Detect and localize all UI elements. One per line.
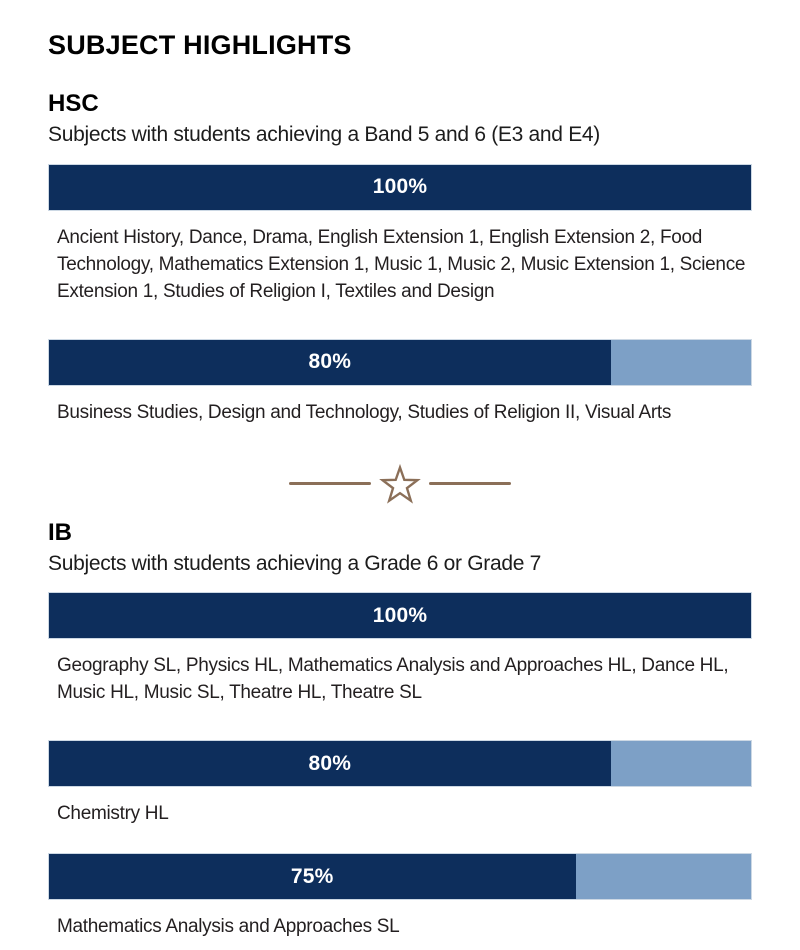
bar-fill bbox=[49, 165, 751, 210]
bar-subjects-list: Business Studies, Design and Technology, Studies of Religion II, Visual Arts bbox=[57, 401, 672, 423]
section-subtitle-hsc: Subjects with students achieving a Band 5 and 6 (E3 and E4) bbox=[48, 123, 600, 147]
section-subtitle-ib: Subjects with students achieving a Grade 6 or Grade 7 bbox=[48, 552, 542, 576]
bar-percent-label: 100% bbox=[372, 603, 428, 627]
bar-track bbox=[48, 339, 752, 386]
bar-subjects-list: Geography SL, Physics HL, Mathematics Analysis and Approaches HL, Dance HL, Music HL, Music SL, Theatre HL, Theatre SL bbox=[57, 655, 729, 704]
section-hsc bbox=[48, 91, 752, 426]
bar-subjects-list: Chemistry HL bbox=[57, 803, 169, 825]
bar-track bbox=[48, 164, 752, 211]
bar-subjects-list: Ancient History, Dance, Drama, English Extension 1, English Extension 2, Food Technology, Mathematics Extension 1, Music 1, Music 2, Music Extension 1, Science Extension 1, Studies of Religion I, Textiles and Design bbox=[57, 226, 746, 302]
bar-fill bbox=[49, 741, 611, 786]
bar-subjects-list: Mathematics Analysis and Approaches SL bbox=[57, 916, 400, 938]
bar-fill bbox=[49, 593, 751, 638]
bar-row-ib-100 bbox=[48, 592, 752, 706]
bar-row-hsc-80 bbox=[48, 339, 752, 426]
bar-percent-label: 80% bbox=[308, 751, 352, 775]
divider-line-right bbox=[429, 482, 511, 485]
star-icon bbox=[378, 462, 422, 506]
bar-fill bbox=[49, 854, 576, 899]
bar-percent-label: 100% bbox=[372, 175, 428, 199]
section-heading-ib: IB bbox=[48, 518, 72, 546]
section-heading-hsc: HSC bbox=[48, 90, 99, 117]
bar-row-ib-75 bbox=[48, 853, 752, 940]
bar-percent-label: 80% bbox=[308, 350, 352, 374]
bar-fill bbox=[49, 340, 611, 385]
bar-track bbox=[48, 740, 752, 787]
bar-track bbox=[48, 592, 752, 639]
bar-row-hsc-100 bbox=[48, 164, 752, 305]
bar-track bbox=[48, 853, 752, 900]
section-divider bbox=[48, 462, 752, 506]
bar-row-ib-80 bbox=[48, 740, 752, 827]
page-title: SUBJECT HIGHLIGHTS bbox=[48, 30, 352, 60]
bar-percent-label: 75% bbox=[290, 864, 334, 888]
divider-line-left bbox=[289, 482, 371, 485]
section-ib bbox=[48, 520, 752, 941]
